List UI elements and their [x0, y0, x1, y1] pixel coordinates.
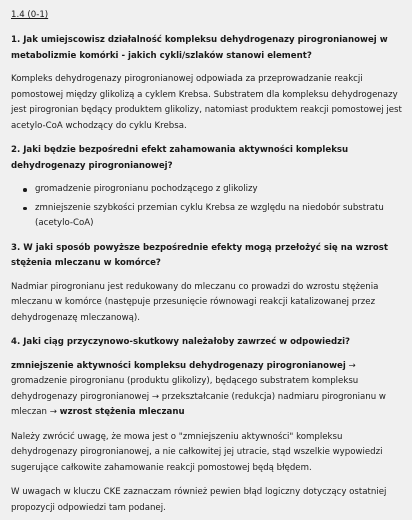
question-2: 2. Jaki będzie bezpośredni efekt zahamowania aktywności kompleksu dehydrogenazy pirogronianowej? — [11, 145, 349, 171]
chain-middle: → gromadzenie pirogronianu (produktu glikolizy), będącego substratem kompleksu dehydrogenazy pirogronianowej → przekształcanie (redukcja) nadmiaru pirogronianu w mleczan → — [11, 360, 386, 417]
answer-4-note-2: W uwagach w kluczu CKE zaznaczam również pewien błąd logiczny dotyczący ostatniej propozycji odpowiedzi tam podanej. — [11, 487, 387, 513]
question-4: 4. Jaki ciąg przyczynowo-skutkowy należałoby zawrzeć w odpowiedzi? — [11, 337, 351, 347]
bullet-icon — [23, 207, 27, 211]
answer-4-note-1: Należy zwrócić uwagę, że mowa jest o "zmniejszeniu aktywności" kompleksu dehydrogenazy pirogronianowej, a nie całkowitej jej utracie, stąd wszelkie wypowiedzi sugerujące całkowite zahamowanie reakcji pomostowej będą błędem. — [11, 431, 383, 473]
chain-start: zmniejszenie aktywności kompleksu dehydrogenazy pirogronianowej — [11, 360, 346, 371]
answer-1: Kompleks dehydrogenazy pirogronianowej odpowiada za przeprowadzanie reakcji pomostowej między glikolizą a cyklem Krebsa. Substratem dla kompleksu dehydrogenazy jest pirogronian będący produktem glikolizy, natomiast produktem reakcji pomostowej jest acetylo-CoA wchodzący do cyklu Krebsa. — [11, 74, 402, 131]
list-item — [35, 182, 402, 198]
bullet-icon — [23, 188, 27, 192]
question-1: 1. Jak umiejscowisz działalność kompleksu dehydrogenazy pirogronianowej w metabolizmie komórki - jakich cykli/szlaków stanowi element? — [11, 35, 388, 61]
answer-4-chain — [11, 359, 402, 421]
list-item-text: gromadzenie pirogronianu pochodzącego z glikolizy — [35, 184, 258, 194]
answer-2-list — [11, 182, 402, 232]
list-item-text: zmniejszenie szybkości przemian cyklu Krebsa ze względu na niedobór substratu (acetylo-CoA) — [35, 202, 384, 228]
question-3: 3. W jaki sposób powyższe bezpośrednie efekty mogą przełożyć się na wzrost stężenia mleczanu w komórce? — [11, 242, 388, 268]
chain-end: wzrost stężenia mleczanu — [59, 407, 185, 417]
list-item — [35, 201, 402, 232]
section-id: 1.4 (0-1) — [11, 10, 49, 20]
answer-3: Nadmiar pirogronianu jest redukowany do mleczanu co prowadzi do wzrostu stężenia mleczanu w komórce (następuje przesunięcie równowagi reakcji katalizowanej przez dehydrogenazę mleczanową). — [11, 281, 379, 323]
